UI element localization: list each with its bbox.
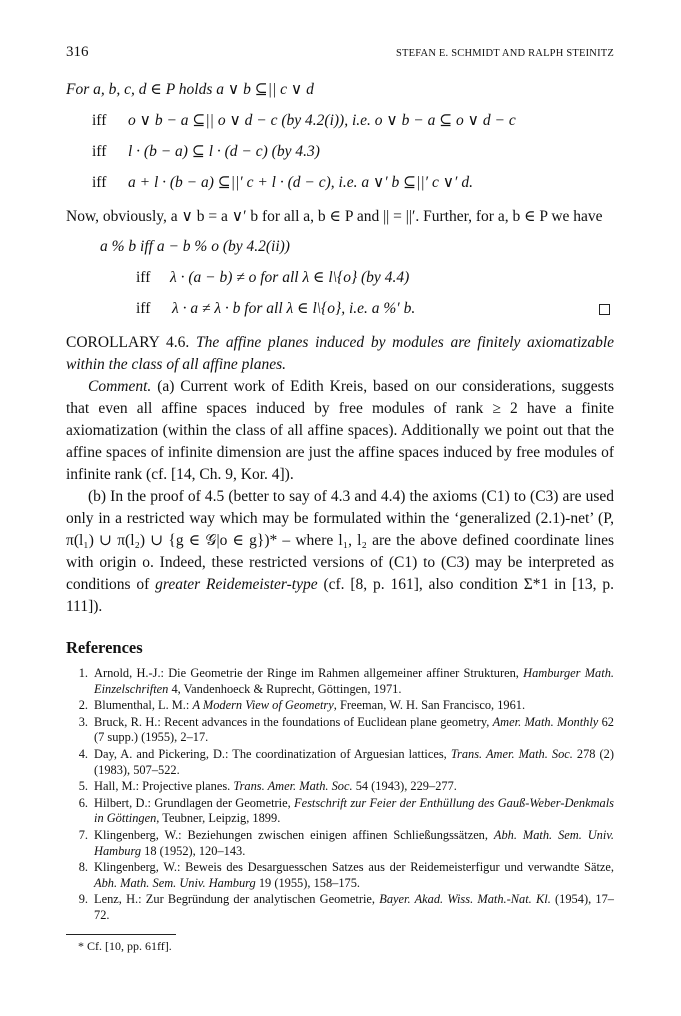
equivalence-row-1 [92,110,614,132]
equivalence-intro: For a, b, c, d ∈ P holds a ∨ b ⊆|| c ∨ d [66,81,314,98]
reference-venue: Trans. Amer. Math. Soc. [233,779,353,794]
equivalence-block-2 [100,236,614,298]
reference-text [94,860,614,891]
corollary-label: COROLLARY 4.6. [66,334,190,351]
running-header [66,44,614,61]
reference-text [94,828,614,859]
reference-authors: Klingenberg, W.: Beweis des Desarguesschen Satzes aus der Reidemeisterfigur und verwandte Sätze, [94,860,614,875]
reference-details: 19 (1955), 158–175. [255,875,361,890]
iff-keyword: iff [92,143,107,160]
reference-venue: Festschrift zur Feier der Enthüllung des Gauß-Weber-Denkmals in Göttingen [94,795,614,826]
reference-details: , Freeman, W. H. San Francisco, 1961. [333,698,526,713]
iff-keyword: iff [92,112,107,129]
comment-b [66,486,614,618]
reference-item [66,796,614,827]
page-number: 316 [66,44,89,60]
running-title: STEFAN E. SCHMIDT AND RALPH STEINITZ [396,48,614,59]
reference-authors: Hall, M.: Projective planes. [94,779,234,794]
reference-details: 4, Vandenhoeck & Ruprecht, Göttingen, 1971. [168,681,402,696]
reference-number: 6. [78,795,88,810]
reference-venue: Bayer. Akad. Wiss. Math.-Nat. Kl. [379,892,551,907]
reference-number: 8. [78,860,88,875]
equivalence-row-2 [92,141,614,163]
equivalence-text: o ∨ b − a ⊆|| o ∨ d − c (by 4.2(i)), i.e. o ∨ b − a ⊆ o ∨ d − c [128,112,516,129]
comment-a-text: (a) Current work of Edith Kreis, based on our considerations, suggests that even all affine spaces induced by free modules of rank ≥ 2 have a finite axiomatization (within the class of all affine spaces). Additionally we point out that the affine spaces of infinite dimension are just the affine spaces induced by free modules of infinite rank (cf. [14, Ch. 9, Kor. 4]). [66,378,614,483]
references-list [66,666,614,924]
reference-venue: Trans. Amer. Math. Soc. [450,746,573,761]
reference-authors: Lenz, H.: Zur Begründung der analytischen Geometrie, [94,892,380,907]
reference-text [94,796,614,827]
iff-keyword: iff [136,269,151,286]
reference-text [94,666,614,697]
reference-item [66,698,614,714]
qed-row [136,298,614,320]
reference-text [94,747,614,778]
reference-text [94,715,614,746]
equivalence-text: λ · a ≠ λ · b for all λ ∈ l\{o}, i.e. a %′ b. [172,300,416,317]
reference-details: 62 (7 supp.) (1955), 2–17. [94,714,614,745]
equivalence-row-4 [136,267,614,289]
reference-number: 9. [78,892,88,907]
reference-item [66,779,614,795]
footnote-rule [66,934,176,935]
reference-authors: Bruck, R. H.: Recent advances in the foundations of Euclidean plane geometry, [94,714,493,729]
reference-item [66,715,614,746]
comment-b-tail: (cf. [8, p. 161], also condition Σ*1 in [13, p. 111]). [66,576,614,615]
reference-text [94,698,614,714]
reference-number: 3. [78,714,88,729]
qed-square-icon [599,304,610,315]
reference-details: (1954), 17–72. [94,892,614,922]
reference-number: 7. [78,827,88,842]
corollary-text: The affine planes induced by modules are finitely axiomatizable within the class of all affine planes. [66,334,615,373]
reference-authors: Arnold, H.-J.: Die Geometrie der Ringe im Rahmen allgemeiner affiner Strukturen, [94,666,524,680]
iff-keyword: iff [92,174,107,191]
equivalence-text: a + l · (b − a) ⊆||′ c + l · (d − c), i.e. a ∨′ b ⊆||′ c ∨′ d. [128,174,473,191]
comment-label: Comment. [88,378,152,395]
reference-item [66,828,614,859]
reference-text [94,779,614,795]
reference-authors: Blumenthal, L. M.: [94,698,193,713]
reference-number: 4. [78,746,88,761]
reference-details: 18 (1952), 120–143. [141,843,246,858]
reference-authors: Day, A. and Pickering, D.: The coordinatization of Arguesian lattices, [94,746,451,761]
equivalence-text: λ · (a − b) ≠ o for all λ ∈ l\{o} (by 4.4) [170,269,410,286]
reference-details: , Teubner, Leipzig, 1899. [156,811,281,826]
reference-venue: A Modern View of Geometry [192,698,334,713]
reference-item [66,860,614,891]
comment-b-emphasis: greater Reidemeister-type [155,576,318,593]
reference-number: 2. [78,698,88,713]
corollary [66,332,614,376]
reference-venue: Hamburger Math. Einzelschriften [94,666,614,696]
comment-b-text: (b) In the proof of 4.5 (better to say of 4.3 and 4.4) the axioms (C1) to (C3) are used only in a restricted way which may be formulated within the ‘generalized (2.1)-net’ (P, π(l₁) ∪ π(l₂) ∪ {g ∈ 𝒢|o ∈ g})* – where l₁, l₂ are the above defined coordinate lines with origin o. Indeed, these restricted versions of (C1) to (C3) may be interpreted as conditions of [66,488,614,593]
reference-item [66,892,614,923]
reference-item [66,747,614,778]
reference-number: 1. [78,666,88,680]
reference-authors: Hilbert, D.: Grundlagen der Geometrie, [94,795,294,810]
reference-venue: Abh. Math. Sem. Univ. Hamburg [94,827,614,858]
reference-venue: Abh. Math. Sem. Univ. Hamburg [94,875,256,890]
footnote: * Cf. [10, pp. 61ff]. [78,938,172,953]
reference-details: 54 (1943), 229–277. [352,779,457,794]
page [66,44,614,954]
iff-keyword: iff [136,300,151,317]
references-heading: References [66,638,143,657]
reference-authors: Klingenberg, W.: Beziehungen zwischen einigen affinen Schließungssätzen, [94,827,494,842]
equivalence-row-3 [92,172,614,194]
reference-details: 278 (2) (1983), 507–522. [94,746,615,777]
reference-item [66,666,614,697]
comment-a [66,376,614,486]
reference-number: 5. [78,779,88,794]
reference-venue: Amer. Math. Monthly [492,714,599,729]
equivalence-first: a % b iff a − b % o (by 4.2(ii)) [100,238,290,255]
equivalence-text: l · (b − a) ⊆ l · (d − c) (by 4.3) [128,143,320,160]
paragraph-now-obviously: Now, obviously, a ∨ b = a ∨′ b for all a, b ∈ P and || = ||′. Further, for a, b ∈ P we have [66,208,603,225]
reference-text [94,892,614,923]
